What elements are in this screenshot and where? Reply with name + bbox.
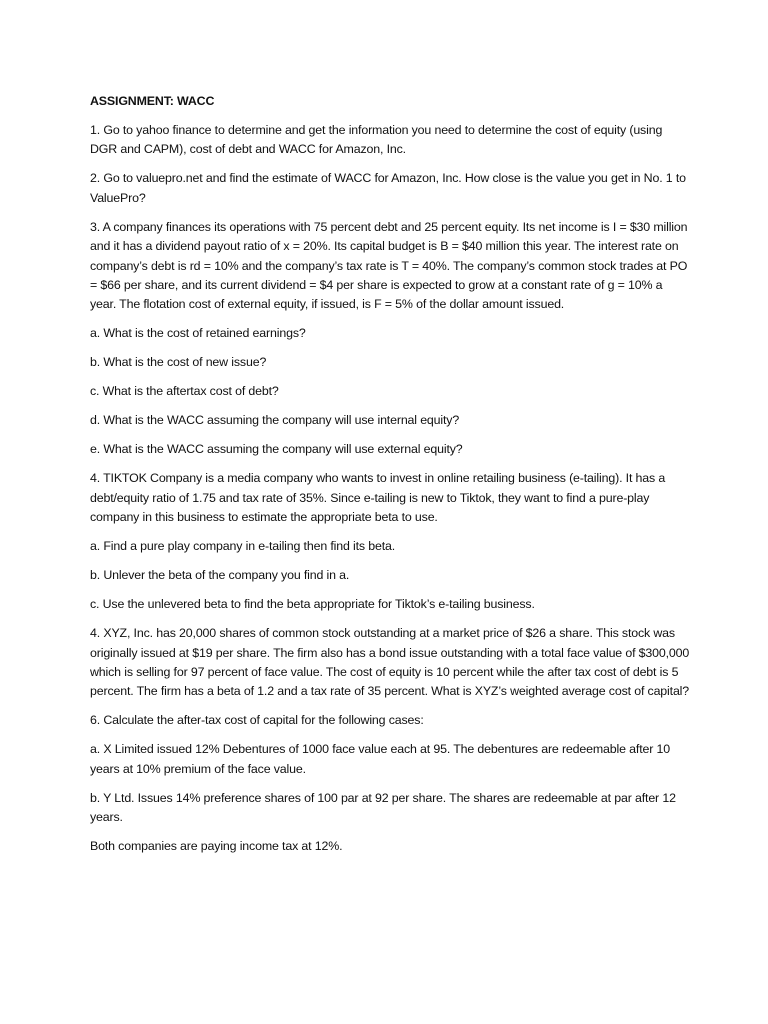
document-content: [90, 92, 690, 866]
question-3b: b. What is the cost of new issue?: [90, 355, 267, 370]
question-4c: c. Use the unlevered beta to find the beta appropriate for Tiktok’s e-tailing business.: [90, 597, 535, 612]
question-3d: d. What is the WACC assuming the company will use internal equity?: [90, 413, 460, 428]
document-title: ASSIGNMENT: WACC: [90, 94, 215, 108]
question-1: 1. Go to yahoo finance to determine and get the information you need to determine the cost of equity (using DGR and CAPM), cost of debt and WACC for Amazon, Inc.: [90, 123, 663, 157]
question-3: 3. A company finances its operations with 75 percent debt and 25 percent equity. Its net income is I = $30 million and it has a dividend payout ratio of x = 20%. Its capital budget is B = $40 million this year. The interest rate on company’s debt is rd = 10% and the company’s tax rate is T = 40%. The company’s common stock trades at PO = $66 per share, and its current dividend = $4 per share is expected to grow at a constant rate of g = 10% a year. The flotation cost of external equity, if issued, is F = 5% of the dollar amount issued.: [90, 219, 688, 312]
question-6b: b. Y Ltd. Issues 14% preference shares of 100 par at 92 per share. The shares are redeemable at par after 12 years.: [90, 790, 676, 825]
question-3e: e. What is the WACC assuming the company will use external equity?: [90, 442, 463, 457]
question-4a: a. Find a pure play company in e-tailing then find its beta.: [90, 539, 396, 554]
question-4b: b. Unlever the beta of the company you find in a.: [90, 568, 350, 583]
question-6a: a. X Limited issued 12% Debentures of 1000 face value each at 95. The debentures are redeemable after 10 years at 10% premium of the face value.: [90, 742, 670, 776]
question-6: 6. Calculate the after-tax cost of capital for the following cases:: [90, 713, 424, 728]
question-3a: a. What is the cost of retained earnings?: [90, 326, 306, 341]
question-3c: c. What is the aftertax cost of debt?: [90, 384, 279, 399]
question-2: 2. Go to valuepro.net and find the estimate of WACC for Amazon, Inc. How close is the value you get in No. 1 to ValuePro?: [90, 171, 686, 205]
question-4-xyz: 4. XYZ, Inc. has 20,000 shares of common stock outstanding at a market price of $26 a share. This stock was originally issued at $19 per share. The firm also has a bond issue outstanding with a total face value of $300,000 which is selling for 97 percent of face value. The cost of equity is 10 percent while the after tax cost of debt is 5 percent. The firm has a beta of 1.2 and a tax rate of 35 percent. What is XYZ’s weighted average cost of capital?: [90, 626, 690, 699]
question-6-note: Both companies are paying income tax at 12%.: [90, 839, 343, 854]
question-4-tiktok: 4. TIKTOK Company is a media company who wants to invest in online retailing business (e-tailing). It has a debt/equity ratio of 1.75 and tax rate of 35%. Since e-tailing is new to Tiktok, they want to find a pure-play company in this business to estimate the appropriate beta to use.: [90, 471, 666, 525]
